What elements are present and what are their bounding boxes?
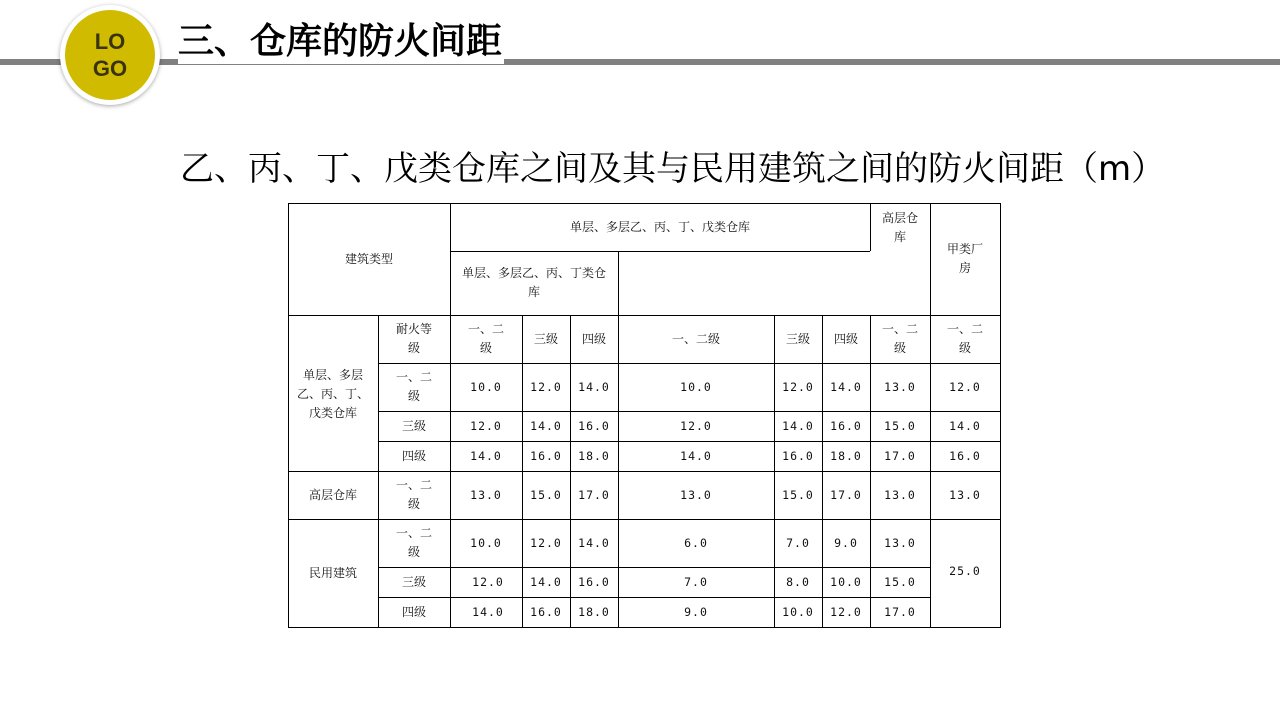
table-cell: 14.0 [530, 574, 562, 589]
table-cell: 14.0 [782, 418, 814, 433]
table-cell: 12.0 [680, 418, 712, 433]
table-cell: 6.0 [684, 535, 708, 550]
table-cell: 17.0 [884, 604, 916, 619]
table-cell: 15.0 [884, 574, 916, 589]
grid-line [288, 627, 1001, 628]
grid-line [288, 471, 1001, 472]
col-grade: 一、二级 [671, 331, 720, 346]
table-caption: 乙、丙、丁、戊类仓库之间及其与民用建筑之间的防火间距（m） [180, 149, 1166, 189]
fire-rating-label: 耐火等级 [395, 322, 432, 355]
logo-text-line2: GO [92, 56, 128, 81]
page-title: 三、仓库的防火间距 [178, 21, 503, 62]
row-grade: 一、二级 [395, 370, 432, 403]
table-cell: 15.0 [884, 418, 916, 433]
col-grade: 三级 [533, 331, 558, 346]
grid-line [774, 315, 775, 628]
table-cell: 12.0 [782, 379, 814, 394]
sub-header: 单层、多层乙、丙、丁类仓库 [461, 266, 606, 299]
high-rise-header: 高层仓库 [881, 211, 918, 244]
table-cell: 14.0 [530, 418, 562, 433]
table-cell: 10.0 [782, 604, 814, 619]
table-cell: 16.0 [578, 574, 610, 589]
col-grade: 一、二级 [467, 322, 504, 355]
table-cell: 10.0 [830, 574, 862, 589]
grid-line [822, 315, 823, 628]
row-group-label: 单层、多层乙、丙、丁、戊类仓库 [296, 368, 369, 420]
table-cell: 7.0 [684, 574, 708, 589]
grid-line [450, 251, 870, 252]
table-cell: 12.0 [949, 379, 981, 394]
grid-line [522, 315, 523, 628]
table-cell: 14.0 [578, 379, 610, 394]
table-cell: 16.0 [949, 448, 981, 463]
table-cell: 10.0 [470, 535, 502, 550]
table-cell: 16.0 [530, 604, 562, 619]
grid-line [288, 203, 289, 628]
col-grade: 四级 [833, 331, 858, 346]
table-cell: 9.0 [684, 604, 708, 619]
table-cell: 18.0 [578, 604, 610, 619]
grid-line [288, 519, 1001, 520]
col-grade: 三级 [785, 331, 810, 346]
grid-line [930, 203, 931, 628]
table-cell: 14.0 [680, 448, 712, 463]
group-header: 单层、多层乙、丙、丁、戊类仓库 [569, 219, 750, 234]
grid-line [1000, 203, 1001, 628]
grid-line [378, 597, 930, 598]
row-grade: 一、二级 [395, 526, 432, 559]
grid-line [870, 315, 871, 628]
grid-line [570, 315, 571, 628]
merged-table-cell: 25.0 [949, 563, 981, 578]
grid-line [450, 203, 451, 628]
table-cell: 9.0 [834, 535, 858, 550]
table-cell: 16.0 [578, 418, 610, 433]
table-cell: 18.0 [830, 448, 862, 463]
table-cell: 15.0 [530, 487, 562, 502]
table-cell: 13.0 [884, 487, 916, 502]
table-cell: 13.0 [949, 487, 981, 502]
table-cell: 14.0 [949, 418, 981, 433]
table-cell: 13.0 [470, 487, 502, 502]
grid-line [378, 567, 930, 568]
table-cell: 10.0 [680, 379, 712, 394]
table-cell: 10.0 [470, 379, 502, 394]
row-grade: 三级 [401, 418, 426, 433]
table-cell: 12.0 [530, 379, 562, 394]
table-cell: 14.0 [578, 535, 610, 550]
grid-line [288, 315, 1001, 316]
table-cell: 18.0 [578, 448, 610, 463]
grid-line [378, 363, 1001, 364]
grid-line [618, 251, 619, 628]
table-cell: 17.0 [884, 448, 916, 463]
table-cell: 17.0 [830, 487, 862, 502]
table-cell: 13.0 [884, 379, 916, 394]
table-cell: 13.0 [680, 487, 712, 502]
table-cell: 12.0 [472, 574, 504, 589]
row-grade: 四级 [401, 448, 426, 463]
grid-line [378, 411, 1001, 412]
grid-line [378, 315, 379, 628]
table-cell: 12.0 [530, 535, 562, 550]
table-cell: 8.0 [786, 574, 810, 589]
table-cell: 14.0 [830, 379, 862, 394]
table-cell: 12.0 [830, 604, 862, 619]
table-cell: 16.0 [830, 418, 862, 433]
table-cell: 14.0 [472, 604, 504, 619]
grid-line [288, 203, 1001, 204]
col-grade: 一、二级 [946, 322, 983, 355]
row-grade: 三级 [401, 574, 426, 589]
grid-line [378, 441, 1001, 442]
corner-header: 建筑类型 [344, 251, 393, 266]
row-grade: 一、二级 [395, 478, 432, 511]
row-grade: 四级 [401, 604, 426, 619]
row-group-label: 高层仓库 [308, 487, 357, 502]
table-cell: 14.0 [470, 448, 502, 463]
table-cell: 16.0 [782, 448, 814, 463]
table-cell: 17.0 [578, 487, 610, 502]
class-a-header: 甲类厂房 [946, 242, 983, 275]
table-cell: 7.0 [786, 535, 810, 550]
table-cell: 12.0 [470, 418, 502, 433]
col-grade: 四级 [581, 331, 606, 346]
table-cell: 15.0 [782, 487, 814, 502]
row-group-label: 民用建筑 [308, 565, 357, 580]
logo-text-line1: LO [94, 29, 126, 54]
col-grade: 一、二级 [881, 322, 918, 355]
grid-line [870, 203, 871, 251]
table-cell: 13.0 [884, 535, 916, 550]
table-cell: 16.0 [530, 448, 562, 463]
